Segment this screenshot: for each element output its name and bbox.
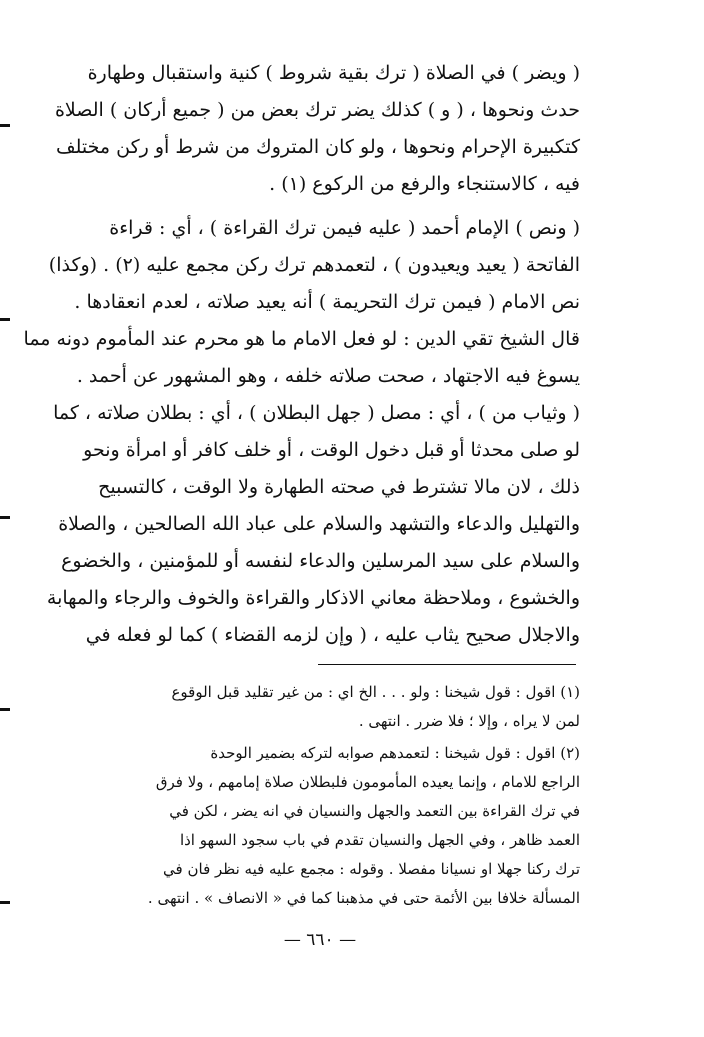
margin-binding-mark [0,708,10,711]
text-line: والخشوع ، وملاحظة معاني الاذكار والقراءة والخوف والرجاء والمهابة [46,587,580,609]
text-line: لو صلى محدثا أو قبل دخول الوقت ، أو خلف كافر أو امرأة ونحو [83,439,580,461]
margin-binding-mark [0,318,10,321]
text-line: حدث ونحوها ، ( و ) كذلك يضر ترك بعض من ( جميع أركان ) الصلاة [54,99,580,121]
text-line: الفاتحة ( يعيد ويعيدون ) ، لتعمدهم ترك ركن مجمع عليه (٢) . (وكذا) [48,254,580,276]
footnote-1 [100,678,580,736]
main-text-paragraph-2 [23,210,580,654]
margin-binding-mark [0,124,10,127]
margin-binding-mark [0,901,10,904]
text-line: فيه ، كالاستنجاء والرفع من الركوع (١) . [269,173,580,195]
text-line: والسلام على سيد المرسلين والدعاء لنفسه أو للمؤمنين ، والخضوع [61,550,580,572]
text-line: يسوغ فيه الاجتهاد ، صحت صلاته خلفه ، وهو المشهور عن أحمد . [76,365,580,387]
margin-binding-mark [0,516,10,519]
page-number: — ٦٦٠ — [283,930,357,950]
footnote-line: لمن لا يراه ، وإلا ؛ فلا ضرر . انتهى . [358,712,580,730]
text-line: والتهليل والدعاء والتشهد والسلام على عباد الله الصالحين ، والصلاة [58,513,580,535]
footnote-line: (٢) اقول : قول شيخنا : لتعمدهم صوابه لتركه بضمير الوحدة [210,744,580,762]
footnote-line: المسألة خلافا بين الأئمة حتى في مذهبنا كما في « الانصاف » . انتهى . [147,889,580,907]
text-line: نص الامام ( فيمن ترك التحريمة ) أنه يعيد صلاته ، لعدم انعقادها . [74,291,580,313]
footnote-line: في ترك القراءة بين التعمد والجهل والنسيان في انه يضر ، لكن في [169,802,580,820]
footnote-separator [318,664,576,665]
text-line: ( وثياب من ) ، أي : مصل ( جهل البطلان ) ، أي : بطلان صلاته ، كما [53,402,580,424]
text-line: ( ونص ) الإمام أحمد ( عليه فيمن ترك القراءة ) ، أي : قراءة [109,217,580,239]
main-text-paragraph-1 [54,55,580,203]
text-line: ذلك ، لان مالا تشترط في صحته الطهارة ولا الوقت ، كالتسبيح [98,476,580,498]
footnote-line: العمد ظاهر ، وفي الجهل والنسيان تقدم في باب سجود السهو اذا [179,831,580,849]
text-line: والاجلال صحيح يثاب عليه ، ( وإن لزمه القضاء ) كما لو فعله في [85,624,580,646]
text-line: قال الشيخ تقي الدين : لو فعل الامام ما هو محرم عند المأموم دونه مما [23,328,580,350]
footnote-2 [100,739,580,913]
footnote-line: الراجع للامام ، وإنما يعيده المأمومون فلبطلان صلاة إمامهم ، ولا فرق [155,773,580,791]
footnote-line: ترك ركنا جهلا او نسيانا مفصلا . وقوله : مجمع عليه فيه نظر فان في [163,860,580,878]
footnote-line: (١) اقول : قول شيخنا : ولو . . . الخ اي : من غير تقليد قبل الوقوع [171,683,580,701]
text-line: ( ويضر ) في الصلاة ( ترك بقية شروط ) كنية واستقبال وطهارة [87,62,580,84]
text-line: كتكبيرة الإحرام ونحوها ، ولو كان المتروك من شرط أو ركن مختلف [55,136,580,158]
